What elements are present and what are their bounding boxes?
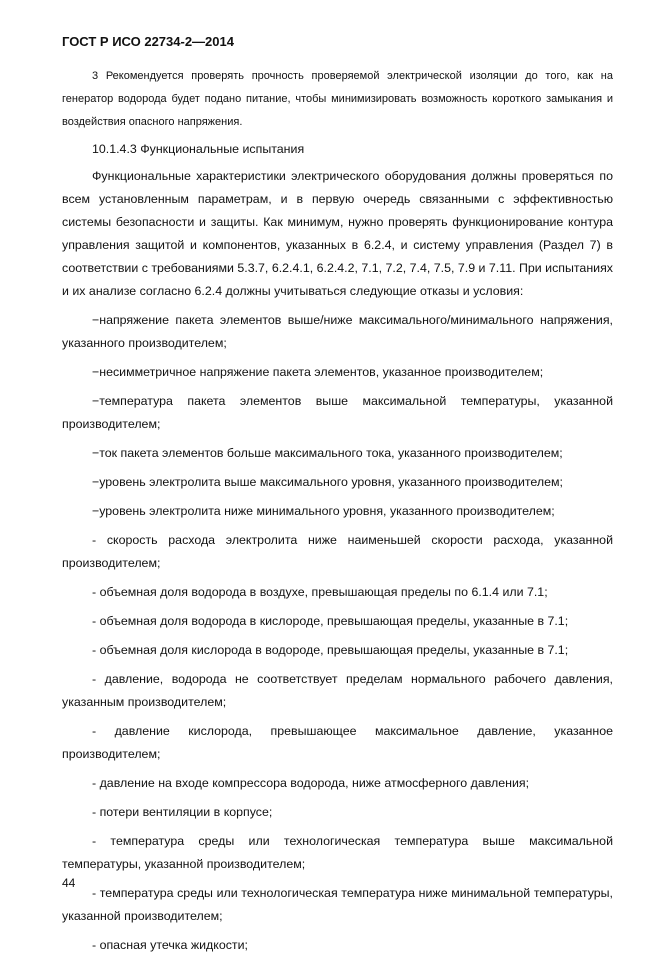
list-item: −температура пакета элементов выше максимальной температуры, указанной производителем; xyxy=(62,394,613,431)
list-item: −ток пакета элементов больше максимального тока, указанного производителем; xyxy=(92,446,563,460)
list-item: - температура среды или технологическая температура ниже минимальной температуры, указанной производителем; xyxy=(62,886,613,923)
list-item: - объемная доля водорода в кислороде, превышающая пределы, указанные в 7.1; xyxy=(92,614,569,628)
list-item: - давление на входе компрессора водорода, ниже атмосферного давления; xyxy=(92,776,530,790)
list-item: −напряжение пакета элементов выше/ниже максимального/минимального напряжения, указанного производителем; xyxy=(62,313,613,350)
list-item: - температура среды или технологическая температура выше максимальной температуры, указанной производителем; xyxy=(62,834,613,871)
page-number: 44 xyxy=(62,876,76,890)
list-item: −уровень электролита ниже минимального уровня, указанного производителем; xyxy=(92,504,555,518)
document-page xyxy=(62,34,613,963)
list-item: −уровень электролита выше максимального уровня, указанного производителем; xyxy=(92,475,563,489)
list-item: - давление кислорода, превышающее максимальное давление, указанное производителем; xyxy=(62,724,613,761)
document-body xyxy=(62,65,613,957)
list-item: - объемная доля водорода в воздухе, превышающая пределы по 6.1.4 или 7.1; xyxy=(92,585,548,599)
document-header: ГОСТ Р ИСО 22734-2—2014 xyxy=(62,34,234,49)
section-heading: 10.1.4.3 Функциональные испытания xyxy=(92,142,305,156)
list-item: - давление, водорода не соответствует пределам нормального рабочего давления, указанным производителем; xyxy=(62,672,613,709)
list-item: - потери вентиляции в корпусе; xyxy=(92,805,273,819)
list-item: −несимметричное напряжение пакета элементов, указанное производителем; xyxy=(92,365,544,379)
list-item: - опасная утечка жидкости; xyxy=(92,938,248,952)
list-item: - скорость расхода электролита ниже наименьшей скорости расхода, указанной производителем; xyxy=(62,533,613,570)
list-item: - объемная доля кислорода в водороде, превышающая пределы, указанные в 7.1; xyxy=(92,643,569,657)
intro-paragraph: Функциональные характеристики электрического оборудования должны проверяться по всем установленным параметрам, и в первую очередь связанными с эффективностью системы безопасности и защиты. Как минимум, нужно проверять функционирование контура управления защитой и компонентов, указанных в 6.2.4, и систему управления (Раздел 7) в соответствии с требованиями 5.3.7, 6.2.4.1, 6.2.4.2, 7.1, 7.2, 7.4, 7.5, 7.9 и 7.11. При испытаниях и их анализе согласно 6.2.4 должны учитываться следующие отказы и условия: xyxy=(62,169,613,298)
note-paragraph: 3 Рекомендуется проверять прочность проверяемой электрической изоляции до того, как на генератор водорода будет подано питание, чтобы минимизировать возможность короткого замыкания и воздействия опасного напряжения. xyxy=(62,70,613,128)
